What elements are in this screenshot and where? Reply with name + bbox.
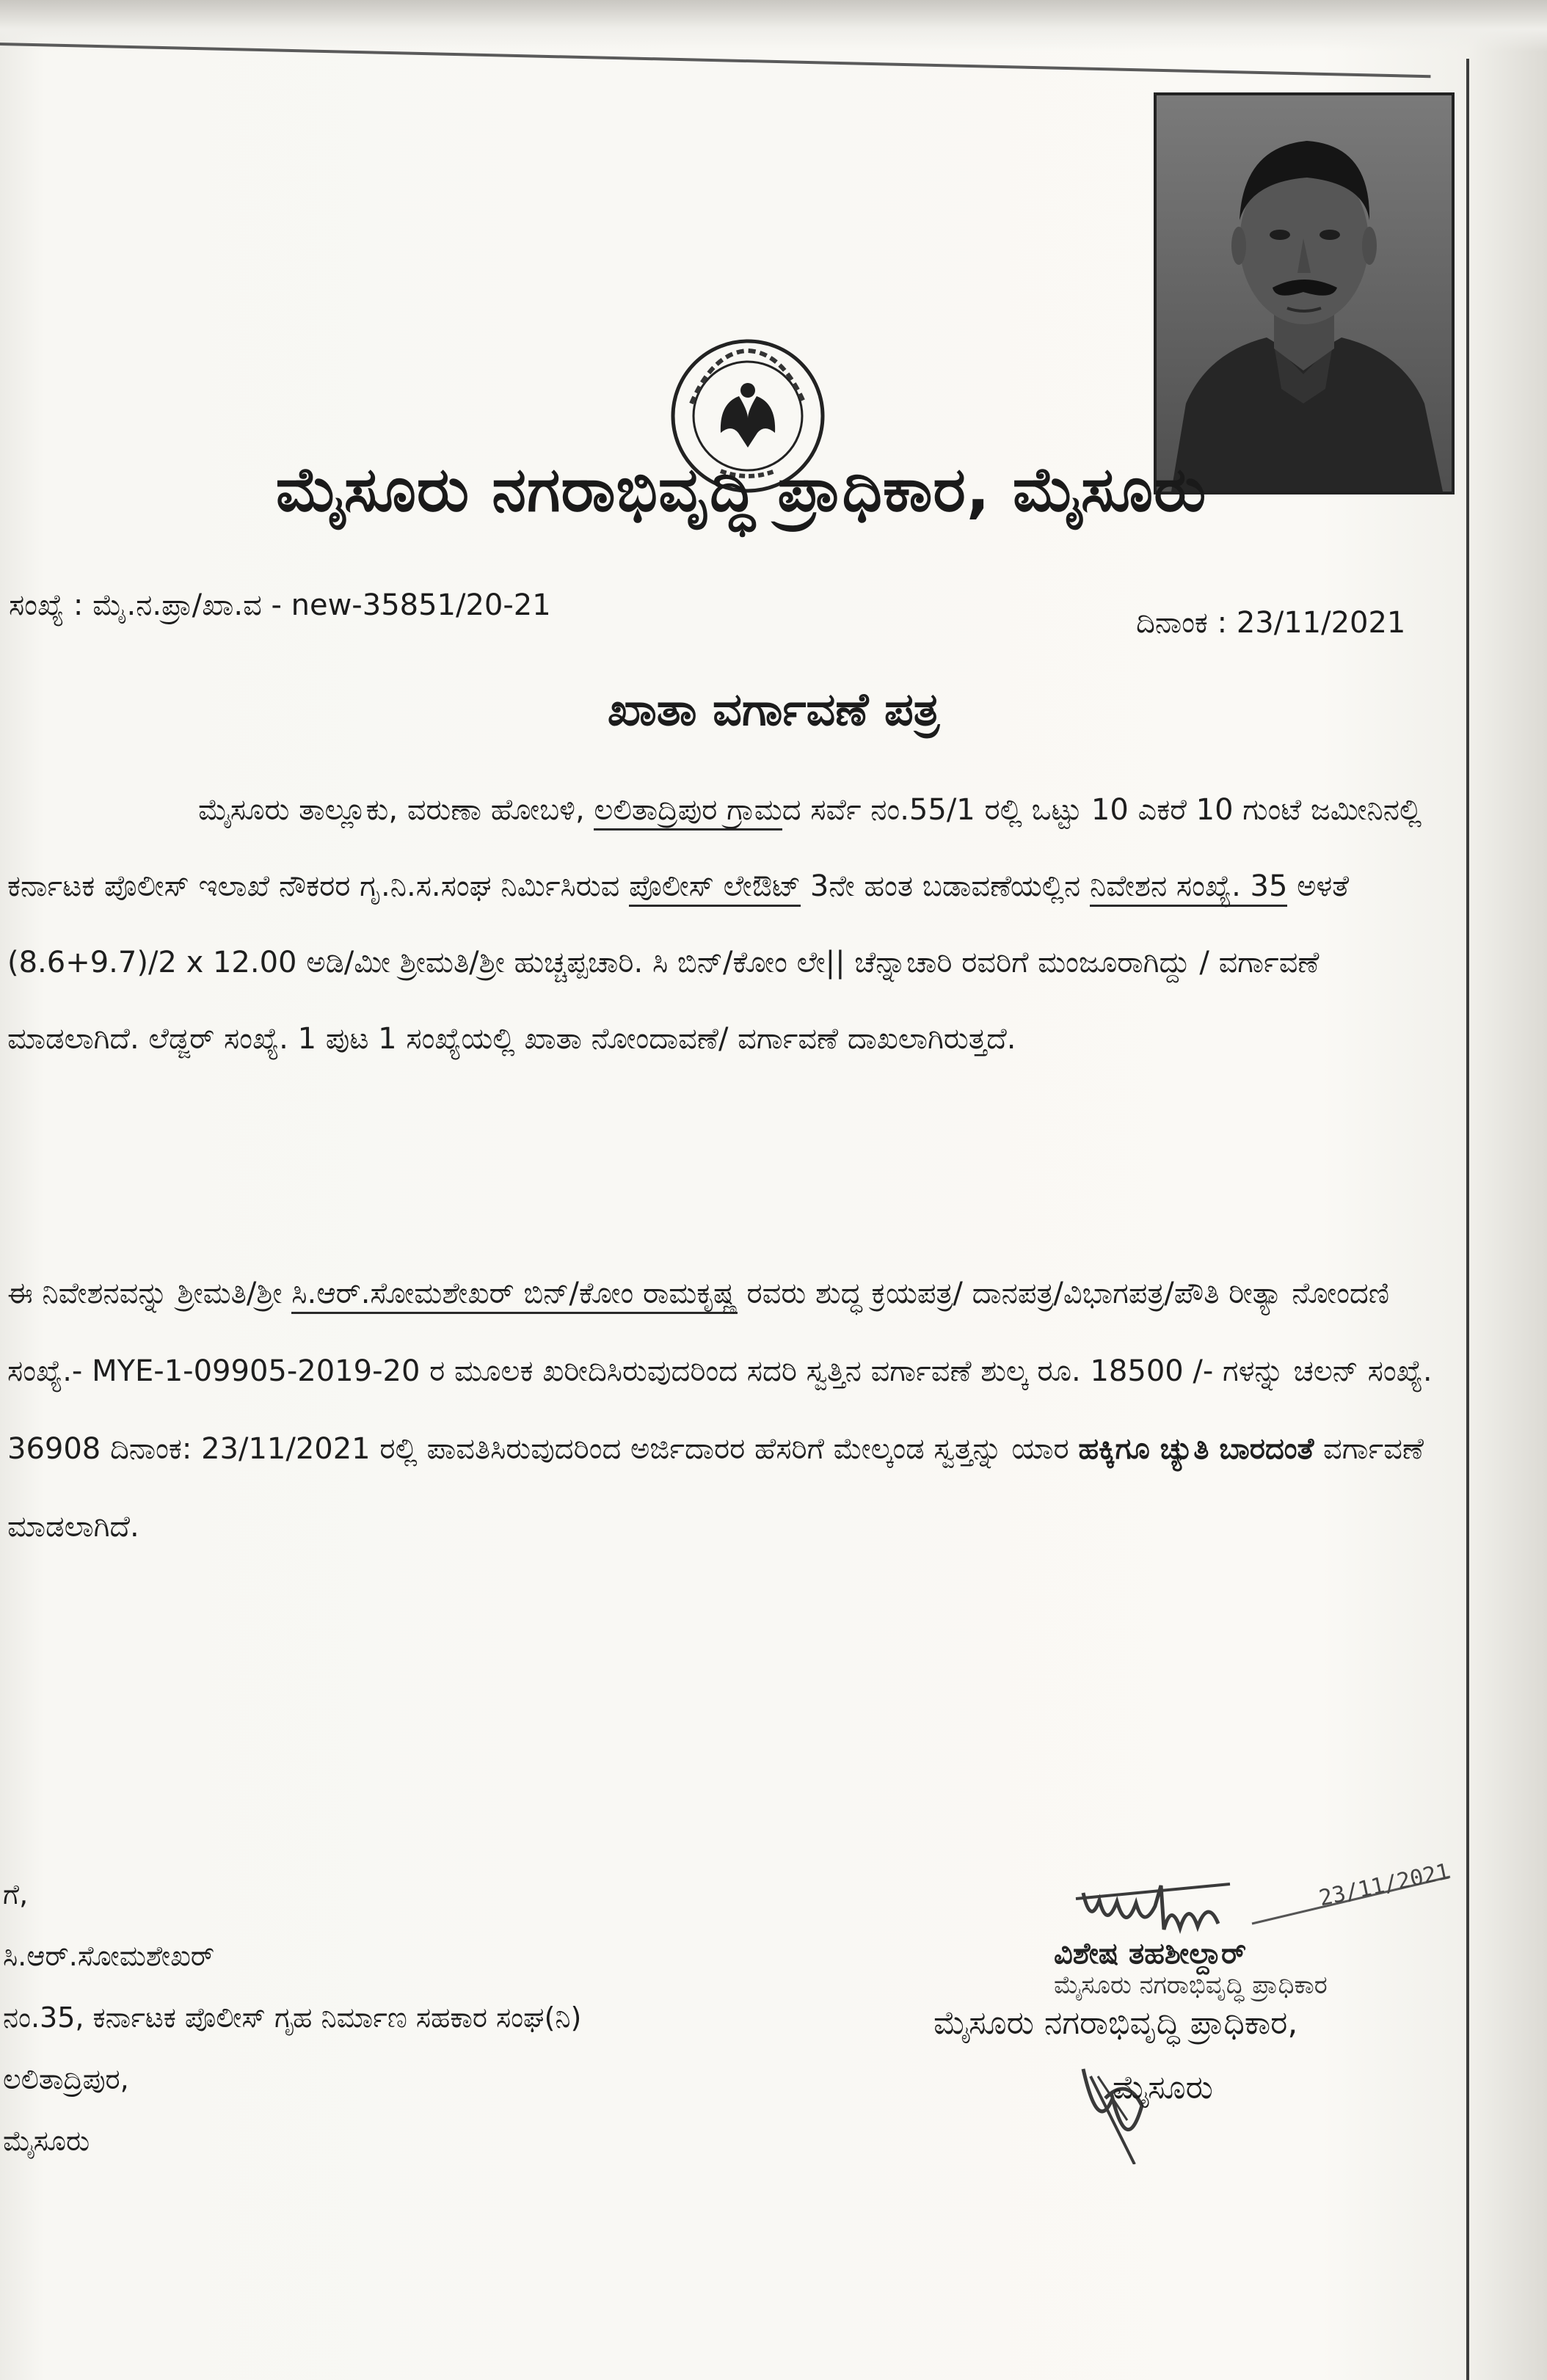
signatory-block <box>907 1856 1479 2164</box>
applicant-photo <box>1154 92 1455 494</box>
village-name-underlined: ಲಲಿತಾದ್ರಿಪುರ ಗ್ರಾಮ <box>594 793 782 831</box>
para1-text-c: 3ನೇ ಹಂತ ಬಡಾವಣೆಯಲ್ಲಿನ <box>801 869 1090 903</box>
recipient-address-line-1: ನಂ.35, ಕರ್ನಾಟಕ ಪೊಲೀಸ್ ಗೃಹ ನಿರ್ಮಾಣ ಸಹಕಾರ ಸಂಘ(ನಿ) <box>3 2001 582 2034</box>
recipient-address-block <box>3 1864 581 2172</box>
layout-name-underlined: ಪೊಲೀಸ್ ಲೇಔಟ್ <box>629 869 801 907</box>
para2-bold-phrase: ಹಕ್ಕಿಗೂ ಚ್ಯುತಿ ಬಾರದಂತೆ <box>1078 1432 1314 1466</box>
para1-text-d: ಅಳತೆ (8.6+9.7)/2 x 12.00 ಅಡಿ/ಮೀ ಶ್ರೀಮತಿ/ಶ್ರೀ ಹುಚ್ಚಪ್ಪಚಾರಿ. ಸಿ ಬಿನ್/ಕೋಂ ಲೇ|| ಚೆನ್ನಾಚಾರಿ ರವರಿಗೆ ಮಂಜೂರಾಗಿದ್ದು / ವರ್ಗಾವಣೆ ಮಾಡಲಾಗಿದೆ. ಲೆಡ್ಜರ್ ಸಂಖ್ಯೆ. 1 ಪುಟ 1 ಸಂಖ್ಯೆಯಲ್ಲಿ ಖಾತಾ ನೋಂದಾವಣೆ/ ವರ್ಗಾವಣೆ ದಾಖಲಾಗಿರುತ್ತದೆ. <box>7 869 1350 1056</box>
recipient-to: ಗೆ, <box>3 1878 29 1910</box>
signatory-city: ಮೈಸೂರು <box>1113 2069 1213 2106</box>
para2-text-b: ರವರು ಶುದ್ಧ ಕ್ರಯಪತ್ರ/ ದಾನಪತ್ರ/ವಿಭಾಗಪತ್ರ/ಪೌತಿ ರೀತ್ಯಾ ನೋಂದಣಿ ಸಂಖ್ಯೆ.- MYE-1-09905-2019-20 ರ ಮೂಲಕ ಖರೀದಿಸಿರುವುದರಿಂದ ಸದರಿ ಸ್ವತ್ತಿನ ವರ್ಗಾವಣೆ ಶುಲ್ಕ ರೂ. 18500 /- ಗಳನ್ನು ಚಲನ್ ಸಂಖ್ಯೆ. 36908 ದಿನಾಂಕ: 23/11/2021 ರಲ್ಲಿ ಪಾವತಿಸಿರುವುದರಿಂದ ಅರ್ಜಿದಾರರ ಹೆಸರಿಗೆ ಮೇಲ್ಕಂಡ ಸ್ವತ್ತನ್ನು ಯಾರ <box>7 1277 1433 1466</box>
authority-title: ಮೈಸೂರು ನಗರಾಭಿವೃದ್ಧಿ ಪ್ರಾಧಿಕಾರ, ಮೈಸೂರು <box>275 453 1207 525</box>
recipient-city: ಮೈಸೂರು <box>3 2125 90 2157</box>
handwritten-date: 23/11/2021 <box>1317 1858 1452 1912</box>
issue-date: ದಿನಾಂಕ : 23/11/2021 <box>1136 606 1406 640</box>
para1-text-a: ಮೈಸೂರು ತಾಲ್ಲೂಕು, ವರುಣಾ ಹೋಬಳಿ, <box>198 793 594 827</box>
letter-subject: ಖಾತಾ ವರ್ಗಾವಣೆ ಪತ್ರ <box>607 682 940 736</box>
stamp-organisation: ಮೈಸೂರು ನಗರಾಭಿವೃದ್ಧಿ ಪ್ರಾಧಿಕಾರ <box>1054 1971 1328 2000</box>
stamp-designation: ವಿಶೇಷ ತಹಶೀಲ್ದಾರ್ <box>1054 1937 1247 1971</box>
scan-shadow-top <box>0 0 1547 51</box>
buyer-name-underlined: ಸಿ.ಆರ್.ಸೋಮಶೇಖರ್ ಬಿನ್/ಕೋಂ ರಾಮಕೃಷ್ಣ <box>291 1277 738 1314</box>
signatory-organisation: ಮೈಸೂರು ನಗರಾಭಿವೃದ್ಧಿ ಪ್ರಾಧಿಕಾರ, <box>933 2004 1298 2042</box>
body-paragraph-2 <box>7 1255 1446 1566</box>
para1-text-b: ದ ಸರ್ವೆ ನಂ.55/1 ರಲ್ಲಿ ಒಟ್ಟು 10 ಎಕರೆ 10 ಗುಂಟೆ ಜಮೀನಿನಲ್ಲಿ ಕರ್ನಾಟಕ ಪೊಲೀಸ್ ಇಲಾಖೆ ನೌಕರರ ಗೃ.ನಿ.ಸ.ಸಂಘ ನಿರ್ಮಿಸಿರುವ <box>7 793 1422 903</box>
recipient-name: ಸಿ.ಆರ್.ಸೋಮಶೇಖರ್ <box>3 1940 215 1972</box>
reference-number: ಸಂಖ್ಯೆ : ಮೈ.ನ.ಪ್ರಾ/ಖಾ.ವ - new-35851/20-21 <box>9 588 551 622</box>
recipient-address-line-2: ಲಲಿತಾದ್ರಿಪುರ, <box>3 2063 129 2095</box>
site-number-underlined: ನಿವೇಶನ ಸಂಖ್ಯೆ. 35 <box>1090 869 1287 907</box>
para2-text-c: ವರ್ಗಾವಣೆ ಮಾಡಲಾಗಿದೆ. <box>7 1432 1424 1544</box>
para2-text-a: ಈ ನಿವೇಶನವನ್ನು ಶ್ರೀಮತಿ/ಶ್ರೀ <box>7 1277 292 1310</box>
body-paragraph-1 <box>7 772 1446 1077</box>
